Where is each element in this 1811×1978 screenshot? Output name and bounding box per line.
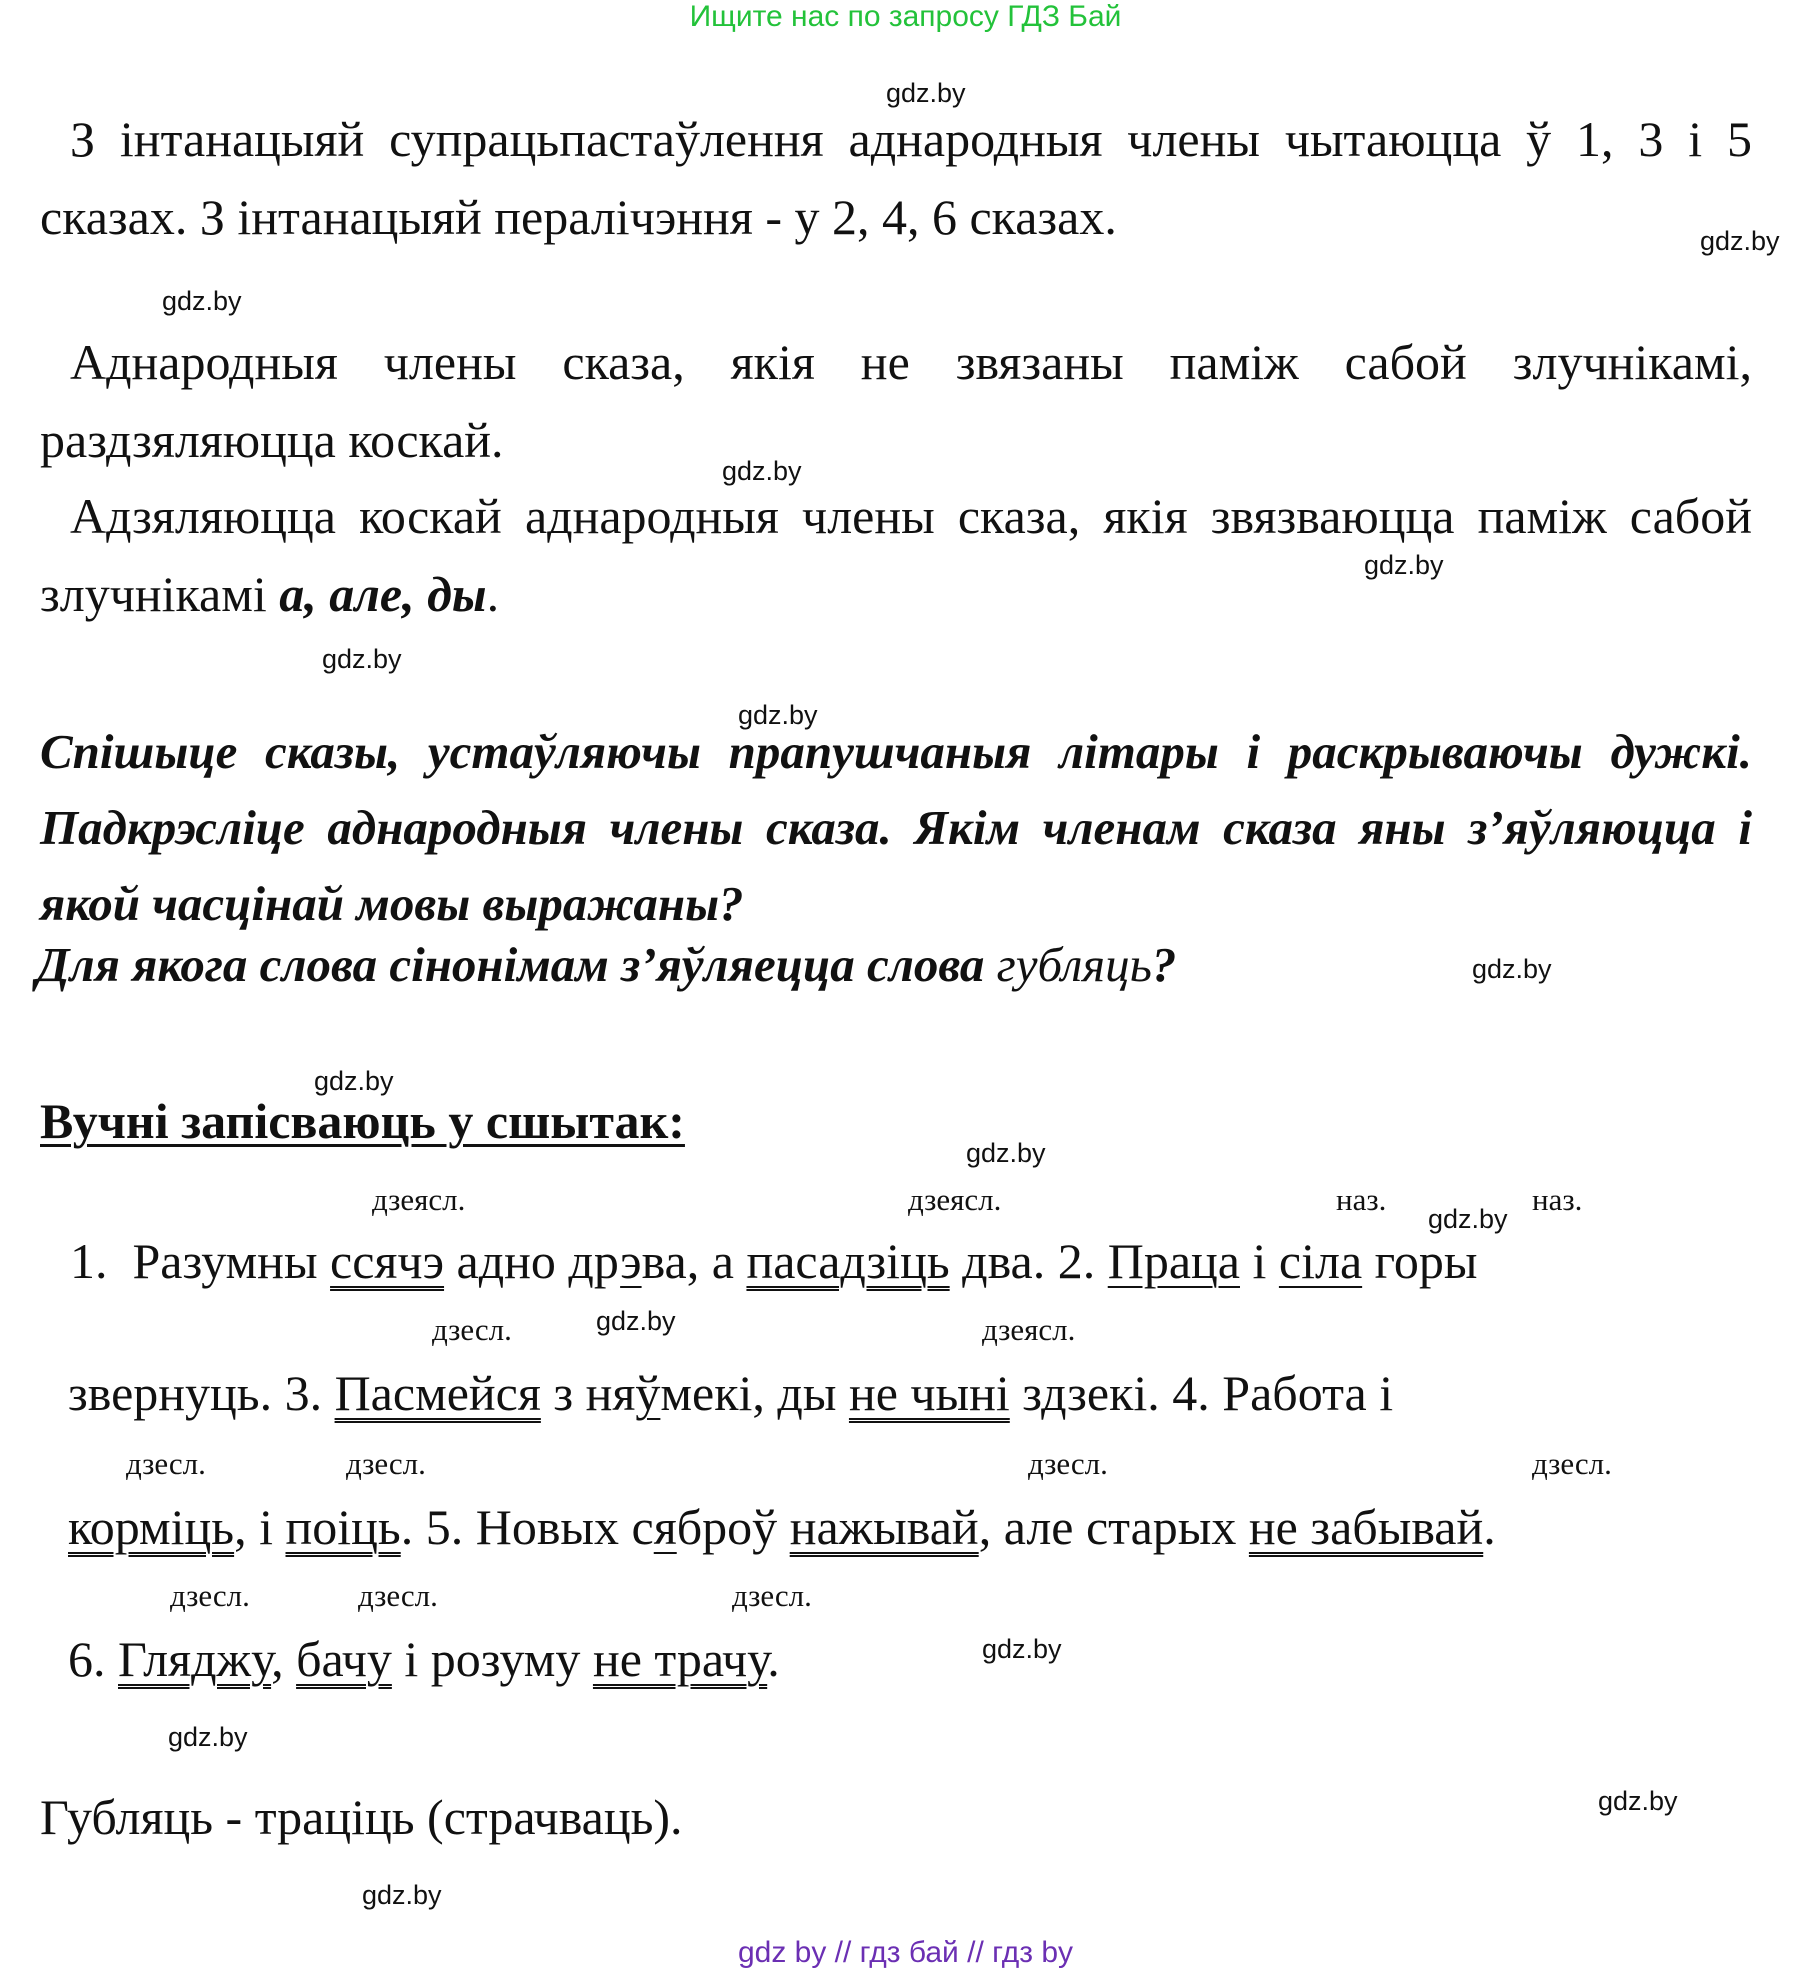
watermark: gdz.by	[168, 1722, 248, 1752]
exercise-line-4	[68, 1630, 780, 1688]
exercise-text: і розуму	[391, 1631, 593, 1687]
inserted-letter: я	[653, 1499, 677, 1555]
annotation-verb: дзесл.	[126, 1446, 206, 1481]
exercise-text: , і	[234, 1499, 286, 1555]
annotation-verb: дзеясл.	[908, 1182, 1002, 1217]
predicate-word: Пасмейся	[334, 1365, 541, 1421]
annotation-verb: дзеясл.	[982, 1312, 1076, 1347]
predicate-word: бачу	[296, 1631, 392, 1687]
sentence-number: 1.	[70, 1233, 108, 1289]
paragraph-comma-rule	[40, 323, 1752, 479]
annotation-verb: дзеясл.	[372, 1182, 466, 1217]
watermark: gdz.by	[596, 1306, 676, 1336]
exercise-text: ,	[271, 1631, 297, 1687]
exercise-text: горы	[1362, 1233, 1478, 1289]
section-heading: Вучні запісваюць у сшытак:	[40, 1093, 685, 1149]
predicate-word: не чыні	[848, 1365, 1010, 1421]
watermark: gdz.by	[722, 456, 802, 486]
annotation-verb: дзесл.	[732, 1578, 812, 1613]
predicate-word: не трачу	[592, 1631, 768, 1687]
task-question-word: губляць	[996, 937, 1152, 992]
inserted-letter: э	[620, 1233, 642, 1289]
exercise-text: .	[767, 1631, 780, 1687]
watermark: gdz.by	[738, 700, 818, 730]
exercise-text: мекі, ды	[660, 1365, 849, 1421]
watermark: gdz.by	[362, 1880, 442, 1910]
exercise-text: . 5. Новых с	[400, 1499, 654, 1555]
watermark: gdz.by	[1472, 954, 1552, 984]
task-instructions	[40, 714, 1752, 942]
watermark: gdz.by	[314, 1066, 394, 1096]
watermark: gdz.by	[886, 78, 966, 108]
watermark: gdz.by	[982, 1634, 1062, 1664]
exercise-text: 6.	[68, 1631, 118, 1687]
predicate-word: нажывай	[789, 1499, 979, 1555]
subject-word: Праца	[1107, 1233, 1240, 1289]
annotation-verb: дзесл.	[346, 1446, 426, 1481]
predicate-word: ссячэ	[330, 1233, 445, 1289]
annotation-verb: дзесл.	[1532, 1446, 1612, 1481]
exercise-text: Разумны	[132, 1233, 331, 1289]
task-main-text: Спішыце сказы, устаўляючы прапушчаныя літары і раскрываючы дужкі. Падкрэсліце аднародныя члены сказа. Якім членам сказа яны з’яўляюцца і якой часцінай мовы выражаны?	[40, 724, 1752, 931]
site-footer: gdz by // гдз бай // гдз by	[737, 1936, 1074, 1969]
exercise-text: з ня	[540, 1365, 636, 1421]
exercise-line-2	[68, 1364, 1393, 1422]
task-question-text: Для якога слова сінонімам з’яўляецца слова	[36, 937, 997, 992]
paragraph-intonation	[40, 100, 1752, 256]
annotation-verb: дзесл.	[1028, 1446, 1108, 1481]
conjunction-examples: а, але, ды	[279, 566, 487, 622]
exercise-text: два. 2.	[949, 1233, 1108, 1289]
paragraph-conjunction-end: .	[486, 566, 500, 622]
exercise-line-3	[68, 1498, 1496, 1556]
inserted-letter: ў	[635, 1365, 661, 1421]
watermark: gdz.by	[966, 1138, 1046, 1168]
paragraph-comma-rule-text: Аднародныя члены сказа, якія не звязаны паміж сабой злучнікамі, раздзяляюцца коскай.	[40, 334, 1752, 468]
exercise-text: ва, а	[641, 1233, 747, 1289]
synonym-answer: Губляць - траціць (страчваць).	[40, 1789, 683, 1845]
exercise-text: броў	[676, 1499, 790, 1555]
predicate-word: пасадзіць	[746, 1233, 950, 1289]
watermark: gdz.by	[1700, 226, 1780, 256]
site-header: Ищите нас по запросу ГДЗ Бай	[689, 0, 1122, 33]
exercise-text: адно др	[444, 1233, 621, 1289]
exercise-text: , але старых	[978, 1499, 1249, 1555]
annotation-verb: дзесл.	[358, 1578, 438, 1613]
predicate-word: не забывай	[1248, 1499, 1484, 1555]
exercise-text: звернуць. 3.	[68, 1365, 335, 1421]
subject-word: сіла	[1278, 1233, 1363, 1289]
annotation-noun: наз.	[1532, 1182, 1583, 1217]
paragraph-conjunction-rule	[40, 477, 1752, 633]
annotation-verb: дзесл.	[170, 1578, 250, 1613]
watermark: gdz.by	[322, 644, 402, 674]
annotation-verb: дзесл.	[432, 1312, 512, 1347]
task-question-end: ?	[1151, 937, 1177, 992]
predicate-word: Гляджу	[118, 1631, 272, 1687]
watermark: gdz.by	[1428, 1204, 1508, 1234]
predicate-word: поіць	[285, 1499, 401, 1555]
watermark: gdz.by	[1364, 550, 1444, 580]
annotation-noun: наз.	[1336, 1182, 1387, 1217]
paragraph-conjunction-text: Адзяляюцца коскай аднародныя члены сказа, якія звязваюцца паміж сабой злучнікамі	[40, 488, 1752, 622]
predicate-word: корміць	[68, 1499, 235, 1555]
exercise-text: здзекі. 4. Работа і	[1009, 1365, 1394, 1421]
watermark: gdz.by	[1598, 1786, 1678, 1816]
paragraph-intonation-text: З інтанацыяй супрацьпастаўлення аднародныя члены чытаюцца ў 1, 3 і 5 сказах. З інтанацыяй пералічэння - у 2, 4, 6 сказах.	[40, 111, 1752, 245]
task-question	[36, 936, 1176, 993]
exercise-line-1	[70, 1232, 1478, 1290]
exercise-text: .	[1483, 1499, 1496, 1555]
watermark: gdz.by	[162, 286, 242, 316]
exercise-text: і	[1240, 1233, 1279, 1289]
